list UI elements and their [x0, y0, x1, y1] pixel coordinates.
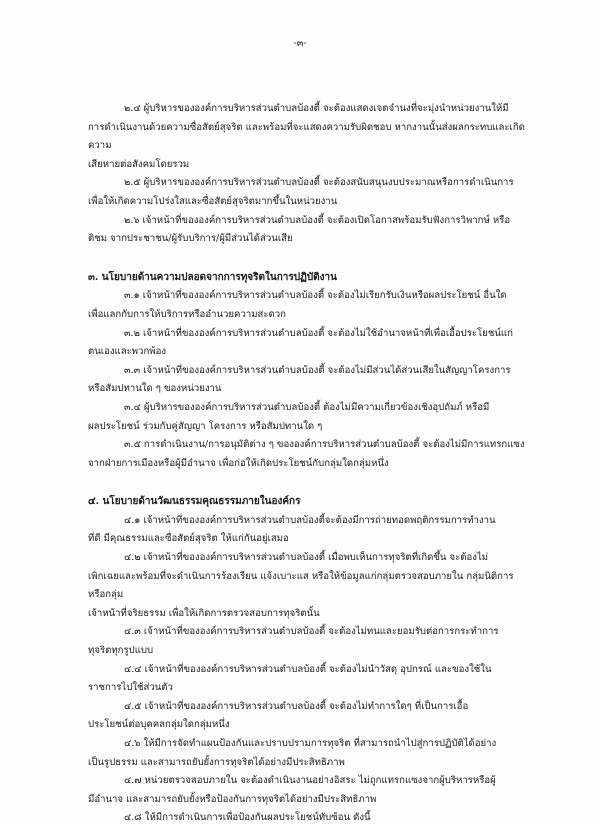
paragraph-line: ราชการไปใช้ส่วนตัว [88, 682, 173, 694]
page-number: -๓- [293, 38, 307, 49]
paragraph-line: ๓.๔ ผู้บริหารขององค์การบริหารส่วนตำบลบ้องตี้ ต้องไม่มีความเกี่ยวข้องเชิงอุปถัมภ์ หรือมี [124, 401, 490, 413]
section-3-item-3-4 [88, 399, 528, 436]
section-4-item-4-8 [88, 809, 528, 828]
paragraph-line: เจ้าหน้าที่จริยธรรม เพื่อให้เกิดการตรวจสอบการทุจริตนั้น [88, 607, 320, 619]
section-4-item-4-5 [88, 698, 528, 735]
paragraph-line: ๔.๓ เจ้าหน้าที่ขององค์การบริหารส่วนตำบลบ้องตี้ จะต้องไม่ทนและยอมรับต่อการกระทำการ [124, 626, 499, 638]
section-4-item-4-7 [88, 772, 528, 809]
paragraph-line: ๔.๗ หน่วยตรวจสอบภายใน จะต้องดำเนินงานอย่างอิสระ ไม่ถูกแทรกแซงจากผู้บริหารหรือผู้ [124, 775, 496, 787]
section-3-heading: ๓. นโยบายด้านความปลอดจากการทุจริตในการปฏิบัติงาน [88, 271, 338, 283]
section-4-item-4-6 [88, 735, 528, 772]
paragraph-line: ๒.๕ ผู้บริหารขององค์การบริหารส่วนตำบลบ้องตี้ จะต้องสนับสนุนงบประมาณหรือการดำเนินการ [124, 177, 514, 189]
paragraph-line: ๔.๖ ให้มีการจัดทำแผนป้องกันและปราบปรามการทุจริต ที่สามารถนำไปสู่การปฏิบัติได้อย่าง [124, 738, 497, 749]
paragraph-line: ทุจริตทุกรูปแบบ [88, 645, 154, 657]
paragraph-line: มีอำนาจ และสามารถยับยั้งหรือป้องกันการทุจริตได้อย่างมีประสิทธิภาพ [88, 793, 377, 805]
section-2-item-2-4 [88, 100, 528, 174]
paragraph-line: ๔.๑ เจ้าหน้าที่ขององค์การบริหารส่วนตำบลบ้องตี้จะต้องมีการถ่ายทอดพฤติกรรมการทำงาน [124, 514, 496, 526]
paragraph-line: ๔.๕ เจ้าหน้าที่ขององค์การบริหารส่วนตำบลบ้องตี้ จะต้องไม่ทำการใดๆ ที่เป็นการเอื้อ [124, 700, 469, 712]
paragraph-line: เพื่อให้เกิดความโปร่งใสและซื่อสัตย์สุจริตมากขึ้นในหน่วยงาน [88, 195, 338, 207]
section-3-item-3-1 [88, 287, 528, 324]
paragraph-line: ๒.๖ เจ้าหน้าที่ขององค์การบริหารส่วนตำบลบ้องตี้ จะต้องเปิดโอกาสพร้อมรับฟังการวิพากษ์ หรือ [124, 214, 511, 226]
section-3-item-3-5 [88, 436, 528, 473]
paragraph-line: เป็นรูปธรรม และสามารถยับยั้งการทุจริตได้อย่างมีประสิทธิภาพ [88, 756, 345, 768]
paragraph-line: จากฝ่ายการเมืองหรือผู้มีอำนาจ เพื่อก่อให้เกิดประโยชน์กับกลุ่มใดกลุ่มหนึ่ง [88, 457, 389, 469]
section-4-item-4-3 [88, 623, 528, 660]
paragraph-line: ๓.๓ เจ้าหน้าที่ขององค์การบริหารส่วนตำบลบ้องตี้ จะต้องไม่มีส่วนได้ส่วนเสียในสัญญาโครงการ [124, 364, 511, 376]
section-4-heading: ๔. นโยบายด้านวัฒนธรรมคุณธรรมภายในองค์กร [88, 496, 301, 508]
paragraph-line: เพื่อแลกกับการให้บริการหรืออำนวยความสะดวก [88, 308, 286, 320]
paragraph-line: ๒.๔ ผู้บริหารขององค์การบริหารส่วนตำบลบ้องตี้ จะต้องแสดงเจตจำนงที่จะมุ่งนำหน่วยงานให้มี [124, 103, 509, 114]
paragraph-line: ๔.๔ เจ้าหน้าที่ขององค์การบริหารส่วนตำบลบ้องตี้ จะต้องไม่นำวัสดุ อุปกรณ์ และของใช้ใน [124, 663, 492, 675]
section-2-item-2-5 [88, 174, 528, 211]
paragraph-line: ๓.๒ เจ้าหน้าที่ขององค์การบริหารส่วนตำบลบ้องตี้ จะต้องไม่ใช้อำนาจหน้าที่เพื่อเอื้อประโยชน์แก่ [124, 327, 513, 339]
paragraph-line: ๓.๕ การดำเนินงาน/การอนุมัติต่าง ๆ ขององค์การบริหารส่วนตำบลบ้องตี้ จะต้องไม่มีการแทรกแซง [124, 439, 525, 451]
paragraph-line: ผลประโยชน์ ร่วมกับคู่สัญญา โครงการ หรือสัมปทานใด ๆ [88, 420, 323, 432]
paragraph-line: ๔.๘ ให้มีการดำเนินการเพื่อป้องกันผลประโยชน์ทับซ้อน ดังนี้ [124, 812, 371, 824]
section-3-item-3-2 [88, 325, 528, 362]
paragraph-line: ติชม จากประชาชน/ผู้รับบริการ/ผู้มีส่วนได้ส่วนเสีย [88, 233, 293, 245]
paragraph-line: ที่ดี มีคุณธรรมและซื่อสัตย์สุจริต ให้แก่กันอยู่เสมอ [88, 533, 289, 545]
section-4-item-4-1 [88, 512, 528, 549]
section-2-item-2-6 [88, 212, 528, 249]
paragraph-line: เสียหายต่อสังคมโดยรวม [88, 158, 190, 170]
paragraph-line: ๔.๒ เจ้าหน้าที่ขององค์การบริหารส่วนตำบลบ้องตี้ เมื่อพบเห็นการทุจริตที่เกิดขึ้น จะต้องไม่ [124, 552, 489, 564]
paragraph-line: การดำเนินงานด้วยความซื่อสัตย์สุจริต และพร้อมที่จะแสดงความรับผิดชอบ หากงานนั้นส่งผลกระทบและเกิดความ [88, 121, 525, 152]
paragraph-line: ตนเองและพวกพ้อง [88, 346, 167, 358]
paragraph-line: หรือสัมปทานใด ๆ ของหน่วยงาน [88, 383, 222, 395]
paragraph-line: ประโยชน์ต่อบุคคลกลุ่มใดกลุ่มหนึ่ง [88, 719, 230, 731]
paragraph-line: เพิกเฉยและพร้อมที่จะดำเนินการร้องเรียน แจ้งเบาะแส หรือให้ข้อมูลแก่กลุ่มตรวจสอบภายใน กลุ่มนิติการ หรือกลุ่ม [88, 570, 514, 601]
section-4-item-4-4 [88, 661, 528, 698]
section-4-item-4-2 [88, 549, 528, 623]
section-3-item-3-3 [88, 362, 528, 399]
paragraph-line: ๓.๑ เจ้าหน้าที่ขององค์การบริหารส่วนตำบลบ้องตี้ จะต้องไม่เรียกรับเงินหรือผลประโยชน์ อื่นใด [124, 290, 507, 302]
document-body [88, 100, 528, 828]
